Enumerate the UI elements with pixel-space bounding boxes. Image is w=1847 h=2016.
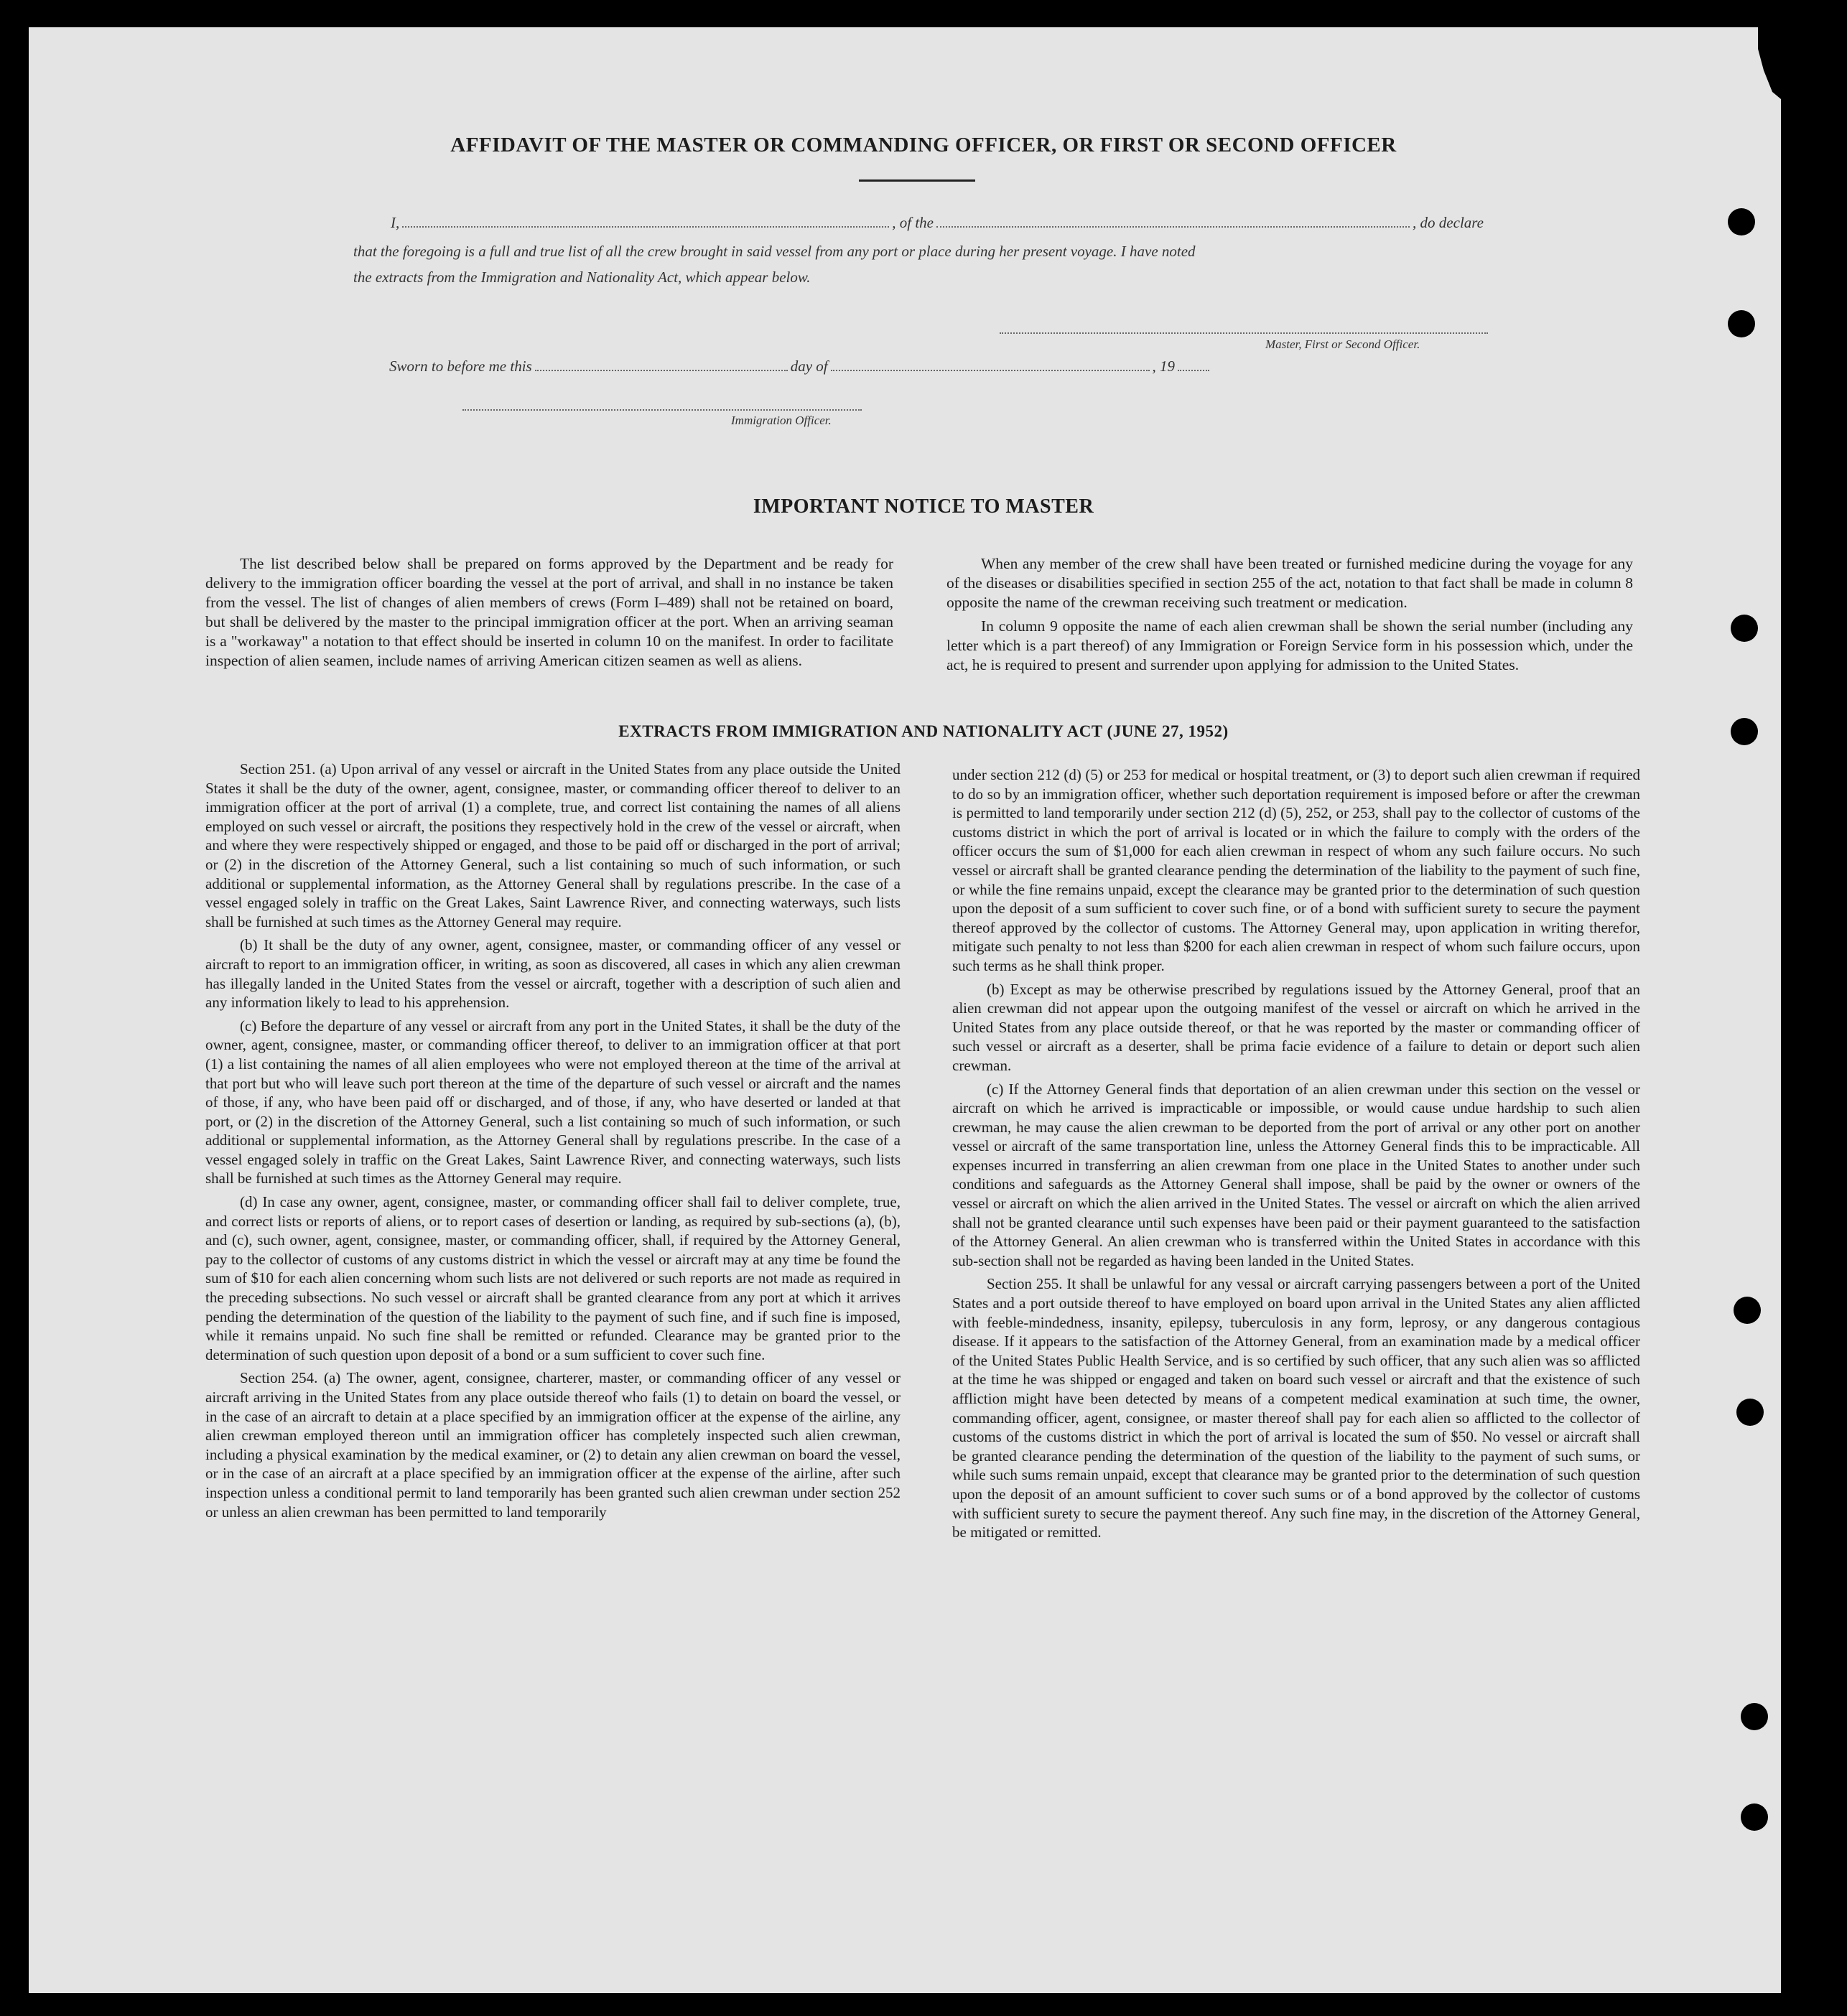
binder-hole bbox=[1734, 1297, 1761, 1324]
affidavit-i-label: I, bbox=[391, 214, 400, 231]
master-signature-line[interactable] bbox=[1000, 332, 1488, 334]
officer-signature-line[interactable] bbox=[462, 409, 862, 411]
binder-hole bbox=[1741, 1803, 1768, 1831]
section-251-c: (c) Before the departure of any vessel or aircraft from any port in the United States, it shall be the duty of the owner, agent, consignee, master, or commanding officer thereof, to deliver to an immigration officer at that port (1) a list containing the names of all alien employees who were not employed thereon at the time of the arrival at that port but who will leave such port thereon at the time of the departure of such vessel or aircraft and the names of those, if any, who have been paid off or discharged, and of those, if any, who have deserted or landed at that port, or (2) in the discretion of the Attorney General, such a list containing so much of such information, or such additional or supplemental information, as the Attorney General shall by regulations prescribe. In the case of a vessel engaged solely in traffic on the Great Lakes, Saint Lawrence River, and connecting waterways, such lists shall be furnished at such times as the Attorney General may require. bbox=[205, 1017, 901, 1187]
affidavit-text-line-2: that the foregoing is a full and true list of all the crew brought in said vessel from any port or place during her present voyage. I have noted bbox=[353, 243, 1196, 260]
notice-right-column bbox=[946, 554, 1633, 679]
title-rule bbox=[859, 179, 975, 182]
sworn-label: Sworn to before me this bbox=[389, 358, 532, 375]
affidavit-title: AFFIDAVIT OF THE MASTER OR COMMANDING OFFICER, OR FIRST OR SECOND OFFICER bbox=[450, 134, 1397, 157]
section-255: Section 255. It shall be unlawful for any vessal or aircraft carrying passengers between a port of the United States and a port outside thereof to have employed on board upon arrival in the United States any alien afflicted with feeble-mindedness, insanity, epilepsy, tuberculosis in any form, leprosy, or any dangerous contagious disease. If it appears to the satisfaction of the Attorney General, from an examination made by a medical officer of the United States Public Health Service, and is so certified by such officer, that any such alien was so afflicted at the time he was shipped or engaged and taken on board such vessel or aircraft and that the existence of such affliction might have been detected by means of a competent medical examination at such time, the owner, commanding officer, agent, consignee, or master thereof shall pay for each alien so afflicted to the collector of customs of the customs district in which the port of arrival is located the sum of $50. No vessel or aircraft shall be granted clearance pending the determination of the question of the liability to the payment of such sums, or while such sums remain unpaid, except that clearance may be granted prior to the determination of such question upon the deposit of an amount sufficient to cover such sums or of a bond approved by the collector of customs with sufficient surety to secure the payment thereof. Any such fine may, in the discretion of the Attorney General, be mitigated or remitted. bbox=[952, 1275, 1640, 1541]
binder-hole bbox=[1741, 1703, 1768, 1730]
notice-title: IMPORTANT NOTICE TO MASTER bbox=[753, 495, 1094, 518]
section-254-c: (c) If the Attorney General finds that deportation of an alien crewman under this section on the vessel or aircraft on which he arrived is impracticable or impossible, or would cause undue hardship to such alien crewman, he may cause the alien crewman to be deported from the port of arrival or any other port on another vessel or aircraft of the same transportation line, unless the Attorney General finds this to be impracticable. All expenses incurred in transferring an alien crewman from one place in the United States to another under such conditions and safeguards as the Attorney General shall impose, shall be paid by the owner or owners of the vessel or aircraft on which the alien arrived in the United States. The vessel or aircraft on which the alien arrived shall not be granted clearance until such expenses have been paid or their payment guaranteed to the satisfaction of the Attorney General. An alien crewman who is transferred within the United States in accordance with this sub-section shall not be regarded as having been landed in the United States. bbox=[952, 1080, 1640, 1269]
affidavit-do-declare-label: , do declare bbox=[1413, 214, 1484, 231]
officer-signature-caption: Immigration Officer. bbox=[731, 414, 832, 427]
extracts-left-column bbox=[205, 760, 901, 1526]
affidavit-text-line-3: the extracts from the Immigration and Nationality Act, which appear below. bbox=[353, 269, 811, 286]
sworn-line bbox=[389, 358, 1212, 375]
vessel-blank[interactable] bbox=[936, 225, 1410, 228]
name-blank[interactable] bbox=[402, 225, 889, 228]
sworn-year-blank[interactable] bbox=[1178, 369, 1209, 371]
affidavit-of-the-label: , of the bbox=[892, 214, 934, 231]
section-254-a-continued: under section 212 (d) (5) or 253 for medical or hospital treatment, or (3) to deport such alien crewman if required to do so by an immigration officer, whether such deportation requirement is imposed before or after the crewman is permitted to land temporarily under section 212 (d) (5), 252, or 253, shall pay to the collector of customs of the customs district in which the port of arrival is located or in which the failure to comply with the orders of the officer occurs the sum of $1,000 for each alien crewman in respect of whom any such failure occurs. No such vessel or aircraft shall be granted clearance pending the determination of the liability to the payment of such fine, or while the fine remains unpaid, except the clearance may be granted prior to the determination of such question upon the deposit of a sum sufficient to cover such fine, or of a bond with sufficient surety to secure the payment thereof approved by the collector of customs. The Attorney General may, upon application in writing therefor, mitigate such penalty to not less than $200 for each alien crewman in respect of whom such failure occurs, upon such terms as he shall think proper. bbox=[952, 766, 1640, 974]
notice-left-paragraph: The list described below shall be prepared on forms approved by the Department and be ready for delivery to the immigration officer boarding the vessel at the port of arrival, and shall in no instance be taken from the vessel. The list of changes of alien members of crews (Form I–489) shall not be retained on board, but shall be delivered by the master to the principal immigration officer at the port. When an arriving seaman is a "workaway" a notation to that effect should be inserted in column 10 on the manifest. In order to facilitate inspection of alien seamen, include names of arriving American citizen seamen as well as aliens. bbox=[205, 555, 893, 669]
master-signature-caption: Master, First or Second Officer. bbox=[1265, 337, 1420, 351]
section-251-a: Section 251. (a) Upon arrival of any vessel or aircraft in the United States from any place outside the United States it shall be the duty of the owner, agent, consignee, master, or commanding officer thereof to deliver to an immigration officer at the port of arrival (1) a complete, true, and correct list containing the names of all aliens employed on such vessel or aircraft, the positions they respectively hold in the crew of the vessel or aircraft, when and where they were respectively shipped or engaged, and those to be paid off or discharged in the port of arrival; or (2) in the discretion of the Attorney General, such a list containing so much of such information, or such additional or supplemental information, as the Attorney General shall by regulations prescribe. In the case of a vessel engaged solely in traffic on the Great Lakes, Saint Lawrence River, and connecting waterways, such lists shall be furnished at such times as the Attorney General may require. bbox=[205, 760, 901, 930]
binder-hole bbox=[1731, 615, 1758, 642]
notice-left-column bbox=[205, 554, 893, 675]
year-prefix-label: , 19 bbox=[1152, 358, 1175, 375]
extracts-right-column bbox=[952, 765, 1640, 1546]
section-254-a: Section 254. (a) The owner, agent, consignee, charterer, master, or commanding officer of any vessel or aircraft arriving in the United States from any place outside thereof who fails (1) to detain on board the vessel, or in the case of an aircraft to detain at a place specified by an immigration officer at the expense of the airline, any alien crewman employed thereon until an immigration officer has completely inspected such alien crewman, including a physical examination by the medical examiner, or (2) to detain any alien crewman on board the vessel, or in the case of an aircraft at a place specified by an immigration officer at the expense of the airline, after such inspection unless a conditional permit to land temporarily has been granted such alien crewman under section 252 or unless an alien crewman has been permitted to land temporarily bbox=[205, 1369, 901, 1521]
binder-hole bbox=[1728, 208, 1755, 235]
binder-hole bbox=[1728, 310, 1755, 337]
notice-right-paragraph-2: In column 9 opposite the name of each alien crewman shall be shown the serial number (including any letter which is a part thereof) of any Immigration or Foreign Service form in his possession which, under the act, he is required to present and surrender upon applying for admission to the United States. bbox=[946, 617, 1633, 673]
notice-right-paragraph-1: When any member of the crew shall have been treated or furnished medicine during the voyage for any of the diseases or disabilities specified in section 255 of the act, notation to that fact shall be made in column 8 opposite the name of the crewman receiving such treatment or medication. bbox=[946, 555, 1633, 611]
section-251-b: (b) It shall be the duty of any owner, agent, consignee, master, or commanding officer of any vessel or aircraft to report to an immigration officer, in writing, as soon as discovered, all cases in which any alien crewman has illegally landed in the United States from the vessel or aircraft, together with a description of such alien and any information likely to lead to his apprehension. bbox=[205, 936, 901, 1012]
day-of-label: day of bbox=[790, 358, 828, 375]
sworn-month-blank[interactable] bbox=[831, 369, 1150, 371]
extracts-title: EXTRACTS FROM IMMIGRATION AND NATIONALITY ACT (JUNE 27, 1952) bbox=[618, 722, 1229, 740]
section-251-d: (d) In case any owner, agent, consignee, master, or commanding officer shall fail to deliver complete, true, and correct lists or reports of aliens, or to report cases of desertion or landing, as required by sub-sections (a), (b), and (c), such owner, agent, consignee, master, or commanding officer, shall, if required by the Attorney General, pay to the collector of customs of any customs district in which the vessel or aircraft may at any time be found the sum of $10 for each alien concerning whom such lists are not delivered or such reports are not made as required in the preceding subsections. No such vessel or aircraft shall be granted clearance from any port at which it arrives pending the determination of the question of the liability to the payment of such fine, and if such fine is imposed, while it remains unpaid. No such fine shall be remitted or refunded. Clearance may be granted prior to the determination of such question upon deposit of a bond or a sum sufficient to cover such fine. bbox=[205, 1193, 901, 1363]
section-254-b: (b) Except as may be otherwise prescribed by regulations issued by the Attorney General, proof that an alien crewman did not appear upon the outgoing manifest of the vessel or aircraft on which he arrived in the United States from any place outside thereof, or that he was reported by the master or commanding officer of such vessel or aircraft as a deserter, shall be prima facie evidence of a failure to detain or deport such alien crewman. bbox=[952, 980, 1640, 1074]
affidavit-declaration-line bbox=[391, 214, 1484, 232]
binder-hole bbox=[1736, 1399, 1764, 1426]
sworn-day-blank[interactable] bbox=[535, 369, 788, 371]
